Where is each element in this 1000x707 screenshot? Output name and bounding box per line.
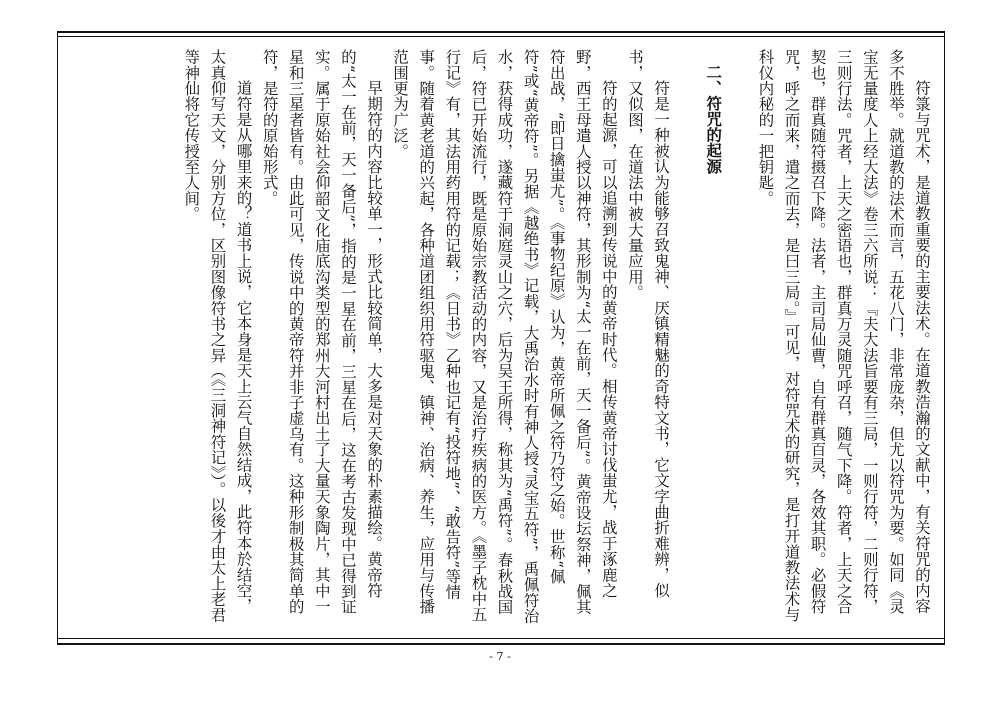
page-frame-bottom-thick: [57, 643, 945, 645]
paragraph-early-fu: 早期符的内容比较单一，形式比较简单，大多是对天象的朴素描绘。黄帝符的“太一在前，天一备后”，指的是一星在前，三星在后，这在考古发现中已得到证实。属于原始社会仰韶文化庙底沟类型的郑州大河村出土了大量天象陶片，其中一星和三星者皆有。由此可见，传说中的黄帝符并非子虚乌有。这种形制极其简单的符，是符的原始形式。: [260, 49, 384, 615]
blank-line: [726, 49, 752, 629]
paragraph-fu-origin: 符的起源，可以追溯到传说中的黄帝时代。相传黄帝讨伐蚩尤，战于涿鹿之野，西王母遣人授以神符，其形制为“太一在前，天一备后”。黄帝设坛祭神，佩其符出战，“即日擒蚩尤”。《事物纪原》认为，黄帝所佩之符乃符之始。世称“佩符”或“黄帝符”。另据《越绝书》记载，大禹治水时有神人授“灵宝五符”，禹佩符治水，获得成功，遂藏符于洞庭灵山之穴，后为吴王所得，称其为“禹符”。春秋战国后，符已开始流行，既是原始宗教活动的内容，又是治疗疾病的医方。《墨子枕中五行记》有，其法用药用符的记载；《日书》乙种也记有“投符地”、“敢告符”等情事。随着黄老道的兴起，各种道团组织用符驱鬼、镇神、治病、养生，应用与传播范围更为广泛。: [391, 49, 618, 624]
page-frame-right: [944, 31, 945, 645]
paragraph-daofu-source: 道符是从哪里来的？道书上说，它本身是天上云气自然结成，此符本於结空，太真仰写天文，分别方位，区别图像符书之异（《三洞神符记》）。以後才由太上老君等神仙将它传授至人间。: [182, 49, 253, 623]
blank-line: [674, 49, 700, 629]
page-frame-bottom-thin: [57, 638, 945, 639]
vertical-text-body: [90, 49, 935, 629]
paragraph-fu-definition: 符是一种被认为能够召致鬼神、厌镇精魅的奇特文书，它文字曲折难辨，似书，又似图，在道法中被大量应用。: [625, 49, 671, 598]
page-frame-left: [57, 31, 58, 645]
section-heading: 二、符咒的起源: [704, 64, 723, 175]
paragraph-fuzhou-intro: 符箓与咒术，是道教重要的主要法术。在道教浩瀚的文献中，有关符咒的内容多不胜举。就道教的法术而言，五花八门，非常庞杂，但尤以符咒为要。如同《灵宝无量度人上经大法》卷三六所说：『夫大法旨要有三局，一则行符，二则行符，三则行法。咒者，上天之密语也，群真万灵随咒呼召，随气下降。符者，上天之合契也，群真随符摄召下降。法者，主司局仙曹，自有群真百灵，各效其职。必假符咒，呼之而来，遣之而去，是曰三局。』可见，对符咒术的研究，是打开道教法术与科仪内秘的一把钥匙。: [756, 49, 931, 623]
page-frame-top-thin: [57, 36, 945, 37]
page-frame-top-thick: [57, 31, 945, 33]
page-number: - 7 -: [489, 650, 511, 663]
